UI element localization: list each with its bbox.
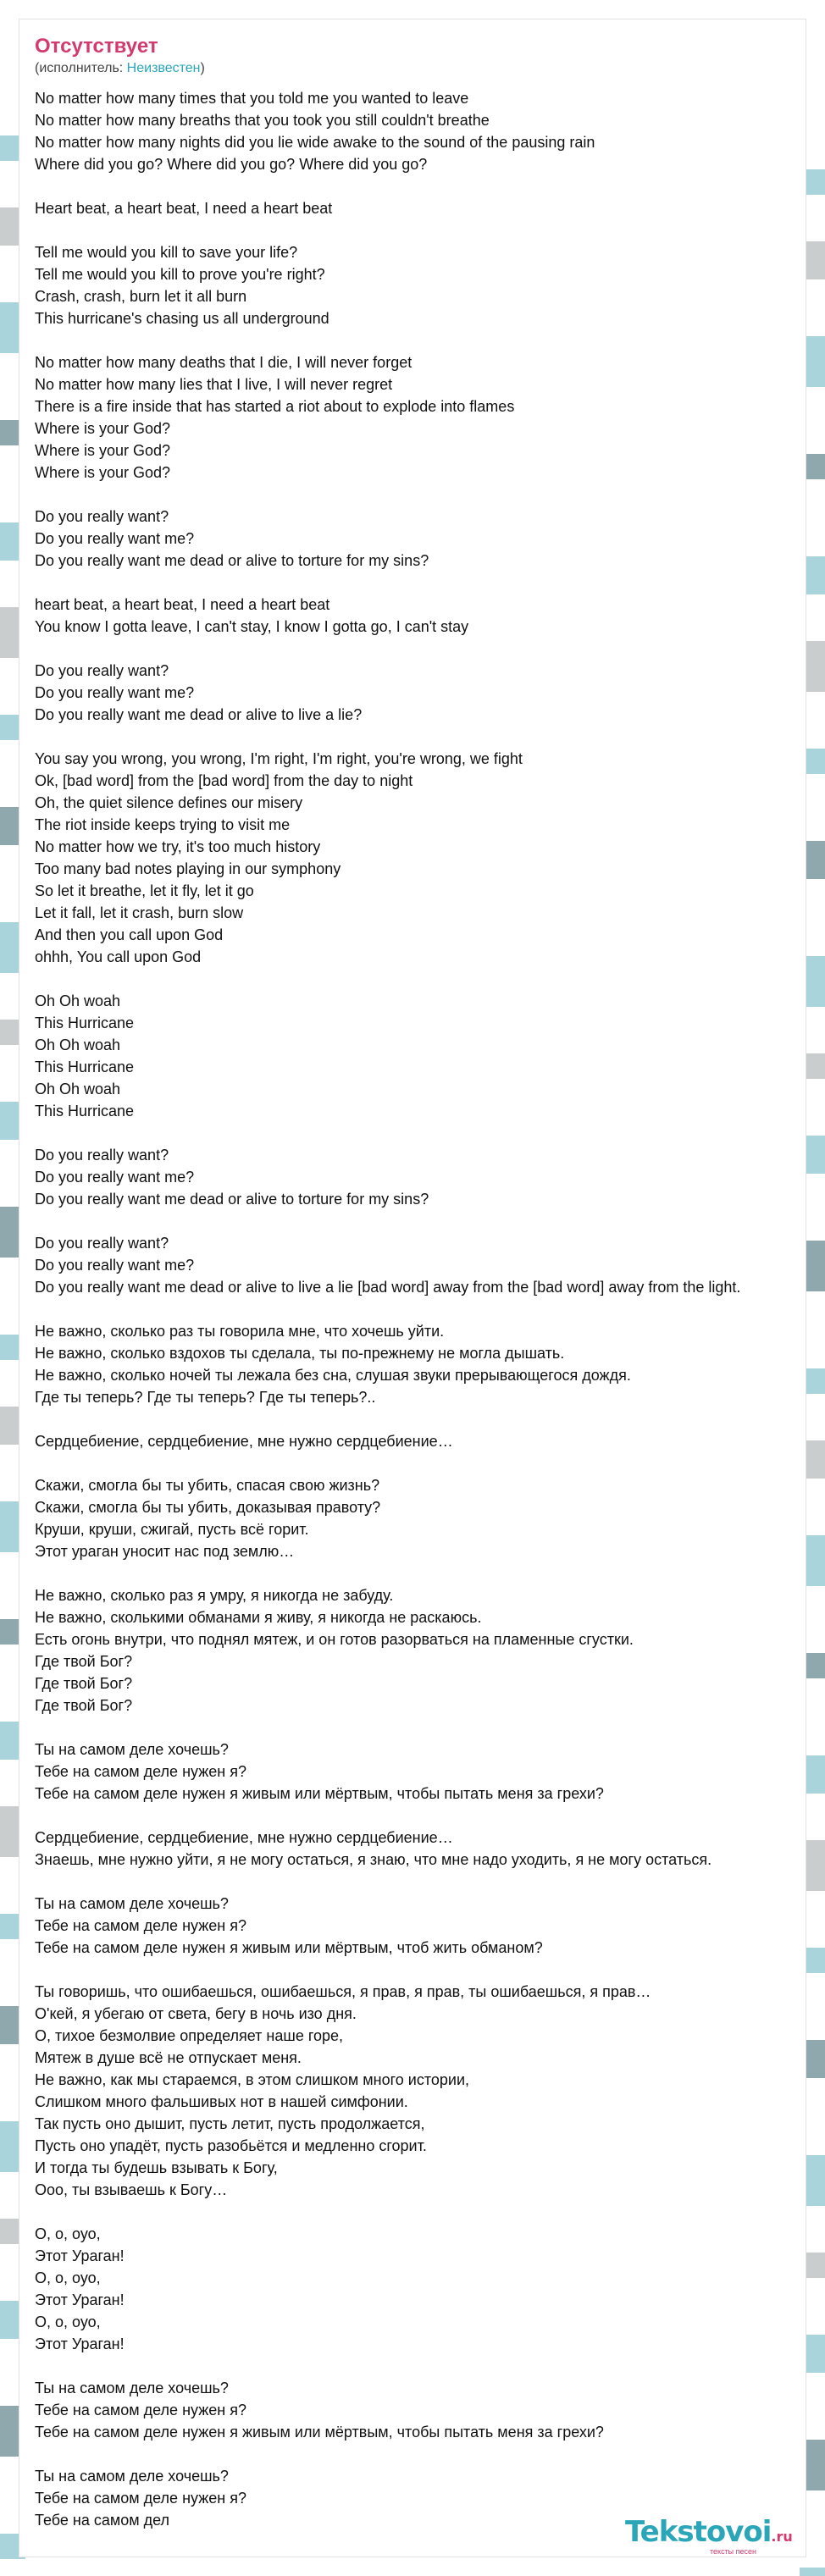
lyrics-line: Пусть оно упадёт, пусть разобьётся и медленно сгорит. bbox=[35, 2137, 427, 2154]
lyrics-line: Ok, [bad word] from the [bad word] from the day to night bbox=[35, 772, 413, 789]
lyrics-line: О'кей, я убегаю от света, бегу в ночь изо дня. bbox=[35, 2005, 357, 2022]
lyrics-line: Where did you go? Where did you go? Where did you go? bbox=[35, 156, 428, 173]
lyrics-line: Do you really want me dead or alive to live a lie [bad word] away from the [bad word] away from the light. bbox=[35, 1279, 741, 1296]
lyrics-line: Do you really want? bbox=[35, 662, 169, 679]
lyrics-stanza bbox=[35, 1981, 825, 2201]
lyrics-line: Этот Ураган! bbox=[35, 2247, 125, 2264]
lyrics-stanza bbox=[35, 1739, 825, 1805]
lyrics-line: Сердцебиение, сердцебиение, мне нужно сердцебиение… bbox=[35, 1829, 453, 1846]
lyrics-line: No matter how we try, it's too much history bbox=[35, 838, 321, 855]
lyrics-line: О, о, оуо, bbox=[35, 2225, 101, 2242]
lyrics-line: Тебе на самом деле нужен я живым или мёртвым, чтоб жить обманом? bbox=[35, 1939, 543, 1956]
lyrics-line: ohhh, You call upon God bbox=[35, 948, 202, 965]
lyrics-line: Crash, crash, burn let it all burn bbox=[35, 288, 247, 305]
lyrics-line: Круши, круши, сжигай, пусть всё горит. bbox=[35, 1521, 309, 1538]
lyrics-stanza bbox=[35, 660, 825, 726]
lyrics-line: Где твой Бог? bbox=[35, 1697, 133, 1714]
lyrics-line: Мятеж в душе всё не отпускает меня. bbox=[35, 2049, 302, 2066]
lyrics-line: Do you really want me dead or alive to torture for my sins? bbox=[35, 1191, 429, 1208]
lyrics-stanza bbox=[35, 1827, 825, 1871]
lyrics-line: Слишком много фальшивых нот в нашей симфонии. bbox=[35, 2093, 408, 2110]
lyrics-line: This Hurricane bbox=[35, 1014, 135, 1031]
lyrics-line: Так пусть оно дышит, пусть летит, пусть продолжается, bbox=[35, 2115, 425, 2132]
lyrics-stanza bbox=[35, 351, 825, 484]
lyrics-line: Тебе на самом деле нужен я? bbox=[35, 1763, 246, 1780]
lyrics-line: Ты на самом деле хочешь? bbox=[35, 1741, 229, 1758]
lyrics-stanza bbox=[35, 1144, 825, 1210]
lyrics-line: Ты на самом деле хочешь? bbox=[35, 1895, 229, 1912]
lyrics-line: Этот Ураган! bbox=[35, 2291, 125, 2308]
lyrics-line: Where is your God? bbox=[35, 442, 171, 459]
lyrics-line: Let it fall, let it crash, burn slow bbox=[35, 904, 244, 921]
lyrics-stanza bbox=[35, 594, 825, 638]
lyrics-line: Не важно, как мы стараемся, в этом слишком много истории, bbox=[35, 2071, 470, 2088]
logo-tld: .ru bbox=[771, 2529, 793, 2545]
lyrics-line: Тебе на самом деле нужен я? bbox=[35, 2402, 246, 2418]
lyrics-line: Oh Oh woah bbox=[35, 1036, 121, 1053]
lyrics-line: О, о, оуо, bbox=[35, 2269, 101, 2286]
lyrics-line: О, тихое безмолвие определяет наше горе, bbox=[35, 2027, 344, 2044]
lyrics-stanza bbox=[35, 748, 825, 968]
artist-prefix: (исполнитель: bbox=[35, 61, 127, 75]
lyrics-line: Tell me would you kill to prove you're right? bbox=[35, 266, 325, 283]
lyrics-line: No matter how many times that you told me you wanted to leave bbox=[35, 90, 469, 107]
lyrics-stanza bbox=[35, 197, 825, 219]
lyrics-line: О, о, оуо, bbox=[35, 2313, 101, 2330]
lyrics-line: Do you really want me dead or alive to torture for my sins? bbox=[35, 552, 429, 569]
lyrics-stanza bbox=[35, 1320, 825, 1408]
lyrics-line: Do you really want me? bbox=[35, 530, 195, 547]
lyrics-line: Тебе на самом дел bbox=[35, 2512, 170, 2529]
lyrics-stanza bbox=[35, 1584, 825, 1716]
lyrics-line: Скажи, смогла бы ты убить, доказывая правоту? bbox=[35, 1499, 381, 1516]
lyrics-card bbox=[19, 19, 806, 2557]
lyrics-line: Есть огонь внутри, что поднял мятеж, и он готов разорваться на пламенные сгустки. bbox=[35, 1631, 634, 1648]
lyrics-line: Where is your God? bbox=[35, 464, 171, 481]
lyrics-line: Где твой Бог? bbox=[35, 1675, 133, 1692]
lyrics-line: Do you really want? bbox=[35, 1147, 169, 1164]
lyrics-text bbox=[35, 87, 825, 2553]
lyrics-line: Do you really want me? bbox=[35, 1257, 195, 1274]
lyrics-line: This hurricane's chasing us all underground bbox=[35, 310, 329, 327]
lyrics-line: heart beat, a heart beat, I need a heart beat bbox=[35, 596, 330, 613]
lyrics-line: Где твой Бог? bbox=[35, 1653, 133, 1670]
artist-line bbox=[35, 60, 205, 77]
lyrics-line: Ты говоришь, что ошибаешься, ошибаешься, я прав, я прав, ты ошибаешься, я прав… bbox=[35, 1983, 651, 2000]
lyrics-line: And then you call upon God bbox=[35, 926, 224, 943]
site-logo[interactable] bbox=[625, 2517, 793, 2552]
lyrics-stanza bbox=[35, 2377, 825, 2443]
lyrics-line: Тебе на самом деле нужен я? bbox=[35, 2490, 246, 2507]
lyrics-line: No matter how many breaths that you took you still couldn't breathe bbox=[35, 112, 490, 129]
lyrics-line: You know I gotta leave, I can't stay, I know I gotta go, I can't stay bbox=[35, 618, 469, 635]
lyrics-line: Too many bad notes playing in our symphony bbox=[35, 860, 341, 877]
lyrics-line: Тебе на самом деле нужен я живым или мёртвым, чтобы пытать меня за грехи? bbox=[35, 2424, 604, 2441]
lyrics-line: The riot inside keeps trying to visit me bbox=[35, 816, 291, 833]
lyrics-line: Ты на самом деле хочешь? bbox=[35, 2380, 229, 2396]
lyrics-line: Где ты теперь? Где ты теперь? Где ты теперь?.. bbox=[35, 1389, 376, 1406]
lyrics-line: И тогда ты будешь взывать к Богу, bbox=[35, 2159, 278, 2176]
lyrics-stanza bbox=[35, 1430, 825, 1452]
lyrics-line: No matter how many deaths that I die, I will never forget bbox=[35, 354, 412, 371]
lyrics-line: Oh, the quiet silence defines our misery bbox=[35, 794, 303, 811]
lyrics-line: You say you wrong, you wrong, I'm right, I'm right, you're wrong, we fight bbox=[35, 750, 523, 767]
decorative-stripe bbox=[800, 2568, 825, 2576]
lyrics-stanza bbox=[35, 241, 825, 329]
lyrics-stanza bbox=[35, 87, 825, 175]
lyrics-line: Where is your God? bbox=[35, 420, 171, 437]
song-header bbox=[35, 35, 205, 77]
lyrics-line: Этот ураган уносит нас под землю… bbox=[35, 1543, 295, 1560]
lyrics-line: Ооо, ты взываешь к Богу… bbox=[35, 2181, 228, 2198]
lyrics-line: Do you really want me? bbox=[35, 1169, 195, 1186]
lyrics-stanza bbox=[35, 1893, 825, 1959]
lyrics-line: Do you really want? bbox=[35, 1235, 169, 1252]
lyrics-line: Heart beat, a heart beat, I need a heart beat bbox=[35, 200, 333, 217]
artist-suffix: ) bbox=[200, 61, 205, 75]
song-title: Отсутствует bbox=[35, 35, 158, 58]
lyrics-line: Do you really want? bbox=[35, 508, 169, 525]
lyrics-line: No matter how many nights did you lie wide awake to the sound of the pausing rain bbox=[35, 134, 595, 151]
lyrics-line: Do you really want me dead or alive to live a lie? bbox=[35, 706, 363, 723]
lyrics-line: Ты на самом деле хочешь? bbox=[35, 2468, 229, 2485]
lyrics-line: Тебе на самом деле нужен я? bbox=[35, 1917, 246, 1934]
lyrics-line: No matter how many lies that I live, I will never regret bbox=[35, 376, 393, 393]
lyrics-line: There is a fire inside that has started a riot about to explode into flames bbox=[35, 398, 515, 415]
artist-link[interactable]: Неизвестен bbox=[126, 61, 201, 75]
lyrics-line: Не важно, сколько ночей ты лежала без сна, слушая звуки прерывающегося дождя. bbox=[35, 1367, 631, 1384]
lyrics-line: Знаешь, мне нужно уйти, я не могу остаться, я знаю, что мне надо уходить, я не могу остаться. bbox=[35, 1851, 712, 1868]
lyrics-line: Не важно, сколько раз ты говорила мне, что хочешь уйти. bbox=[35, 1323, 445, 1340]
lyrics-line: Не важно, сколько раз я умру, я никогда не забуду. bbox=[35, 1587, 394, 1604]
lyrics-stanza bbox=[35, 1474, 825, 1562]
lyrics-line: Этот Ураган! bbox=[35, 2336, 125, 2352]
lyrics-line: Сердцебиение, сердцебиение, мне нужно сердцебиение… bbox=[35, 1433, 453, 1450]
lyrics-stanza bbox=[35, 1232, 825, 1298]
lyrics-line: This Hurricane bbox=[35, 1103, 135, 1119]
lyrics-line: Oh Oh woah bbox=[35, 1081, 121, 1097]
lyrics-line: This Hurricane bbox=[35, 1059, 135, 1075]
lyrics-stanza bbox=[35, 990, 825, 1122]
lyrics-line: Не важно, сколько вздохов ты сделала, ты по-прежнему не могла дышать. bbox=[35, 1345, 565, 1362]
lyrics-line: Не важно, сколькими обманами я живу, я никогда не раскаюсь. bbox=[35, 1609, 482, 1626]
lyrics-line: Скажи, смогла бы ты убить, спасая свою жизнь? bbox=[35, 1477, 380, 1494]
lyrics-line: Do you really want me? bbox=[35, 684, 195, 701]
lyrics-stanza bbox=[35, 506, 825, 572]
lyrics-line: Tell me would you kill to save your life? bbox=[35, 244, 298, 261]
lyrics-stanza bbox=[35, 2223, 825, 2355]
lyrics-line: So let it breathe, let it fly, let it go bbox=[35, 882, 254, 899]
logo-name: Tekstovoi bbox=[625, 2515, 772, 2549]
lyrics-line: Тебе на самом деле нужен я живым или мёртвым, чтобы пытать меня за грехи? bbox=[35, 1785, 604, 1802]
lyrics-line: Oh Oh woah bbox=[35, 992, 121, 1009]
logo-tagline: тексты песен bbox=[710, 2547, 757, 2556]
